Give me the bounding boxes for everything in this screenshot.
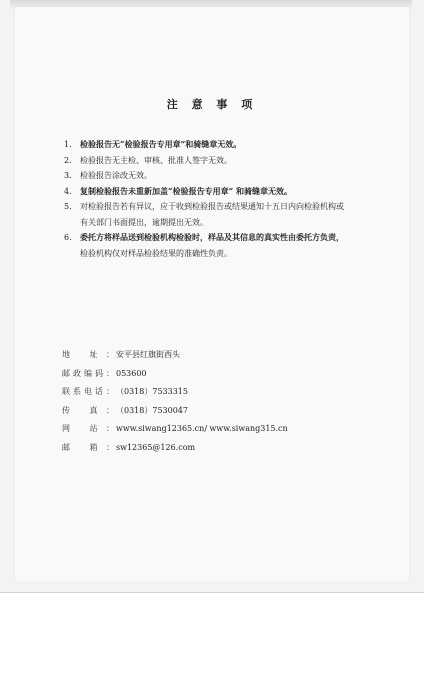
note-text: 检验报告无“检验报告专用章”和骑缝章无效。: [80, 139, 242, 149]
note-text: 检验报告涂改无效。: [80, 171, 152, 180]
note-text-continued: 有关部门书面提出，逾期提出无效。: [80, 217, 208, 227]
note-text-continued: 检验机构仅对样品检验结果的准确性负责。: [80, 248, 232, 258]
note-number: 5.: [64, 202, 72, 211]
notes-list: [64, 137, 394, 261]
note-number: 1.: [64, 140, 72, 149]
note-item: [64, 153, 394, 169]
note-text: 检验报告无主检、审核、批准人签字无效。: [80, 155, 232, 165]
note-item: [64, 230, 394, 261]
contact-email: [62, 439, 392, 458]
contact-value: （0318）7533315: [116, 387, 188, 396]
note-text: 复制检验报告未重新加盖“检验报告专用章” 和骑缝章无效。: [80, 185, 292, 196]
note-item: [64, 199, 394, 230]
contact-phone: [62, 383, 392, 402]
note-text: 对检验报告若有异议，应于收到检验报告或结果通知十五日内向检验机构或: [80, 202, 344, 211]
note-number: 6.: [64, 233, 72, 242]
page-title: 注 意 事 项: [166, 98, 258, 111]
contact-value: （0318）7530047: [116, 405, 188, 415]
contact-label: 网 站：: [62, 424, 114, 433]
contact-info: [62, 346, 392, 457]
note-number: 2.: [64, 155, 72, 165]
contact-postcode: [62, 365, 392, 384]
contact-label: 联系电话：: [62, 387, 114, 396]
contact-value: 安平县红旗街西头: [116, 350, 180, 359]
note-number: 3.: [64, 171, 72, 180]
note-item: [64, 184, 394, 200]
website-link[interactable]: www.siwang12365.cn/ www.siwang315.cn: [116, 424, 288, 433]
note-number: 4.: [64, 186, 72, 196]
document-page: [15, 7, 409, 582]
contact-label: 传 真：: [62, 405, 114, 415]
contact-label: 邮 箱：: [62, 442, 114, 452]
contact-fax: [62, 402, 392, 421]
email-link[interactable]: sw12365@126.com: [116, 442, 196, 452]
note-item: [64, 168, 394, 184]
contact-label: 地 址：: [62, 350, 114, 359]
note-item: [64, 137, 394, 153]
contact-value: 053600: [116, 368, 147, 378]
note-text: 委托方将样品送到检验机构检验时，样品及其信息的真实性由委托方负责，: [80, 232, 344, 242]
contact-website: [62, 420, 392, 439]
contact-address: [62, 346, 392, 365]
contact-label: 邮政编码：: [62, 368, 114, 378]
